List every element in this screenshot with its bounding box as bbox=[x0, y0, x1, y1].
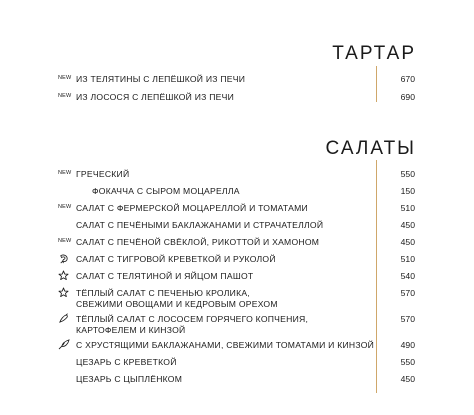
item-price: 690 bbox=[400, 92, 415, 102]
item-name: САЛАТ С ПЕЧЁНОЙ СВЁКЛОЙ, РИКОТТОЙ И ХАМОНОМ bbox=[76, 237, 320, 247]
shrimp-icon bbox=[58, 253, 76, 267]
item-price: 450 bbox=[400, 220, 415, 230]
item-name: ИЗ ЛОСОСЯ С ЛЕПЁШКОЙ ИЗ ПЕЧИ bbox=[76, 92, 235, 102]
item-price: 670 bbox=[400, 74, 415, 84]
pepper-icon bbox=[58, 313, 76, 327]
menu-item bbox=[0, 185, 474, 199]
new-badge: NEW bbox=[58, 170, 72, 176]
item-name: ФОКАЧЧА С СЫРОМ МОЦАРЕЛЛА bbox=[92, 186, 240, 196]
menu-item bbox=[0, 287, 474, 313]
item-price: 550 bbox=[400, 169, 415, 179]
menu-item bbox=[0, 253, 474, 267]
item-name: САЛАТ С ФЕРМЕРСКОЙ МОЦАРЕЛЛОЙ И ТОМАТАМИ bbox=[76, 203, 308, 213]
section-title-tartar: ТАРТАР bbox=[332, 43, 416, 64]
item-name: ИЗ ТЕЛЯТИНЫ С ЛЕПЁШКОЙ ИЗ ПЕЧИ bbox=[76, 74, 246, 84]
item-name: ТЁПЛЫЙ САЛАТ С ПЕЧЕНЬЮ КРОЛИКА, bbox=[76, 288, 250, 298]
menu-item bbox=[0, 168, 474, 182]
menu-item bbox=[0, 91, 474, 105]
item-name: САЛАТ С ТИГРОВОЙ КРЕВЕТКОЙ И РУКОЛОЙ bbox=[76, 254, 276, 264]
item-price: 510 bbox=[400, 203, 415, 213]
item-price: 540 bbox=[400, 271, 415, 281]
star-icon bbox=[58, 270, 76, 284]
menu-item bbox=[0, 339, 474, 353]
item-price: 550 bbox=[400, 357, 415, 367]
item-price: 450 bbox=[400, 374, 415, 384]
item-name: САЛАТ С ПЕЧЁНЫМИ БАКЛАЖАНАМИ И СТРАЧАТЕЛЛОЙ bbox=[76, 220, 324, 230]
leaf-icon bbox=[58, 339, 76, 353]
item-price: 570 bbox=[400, 314, 415, 324]
item-name: ЦЕЗАРЬ С КРЕВЕТКОЙ bbox=[76, 357, 177, 367]
item-price: 510 bbox=[400, 254, 415, 264]
menu-item bbox=[0, 373, 474, 387]
new-badge: NEW bbox=[58, 204, 72, 210]
new-badge: NEW bbox=[58, 93, 72, 99]
menu-item bbox=[0, 219, 474, 233]
new-badge: NEW bbox=[58, 75, 72, 81]
item-price: 450 bbox=[400, 237, 415, 247]
item-price: 570 bbox=[400, 288, 415, 298]
section-title-salads: САЛАТЫ bbox=[325, 138, 416, 159]
item-name-line2: КАРТОФЕЛЕМ И КИНЗОЙ bbox=[76, 325, 186, 335]
new-badge: NEW bbox=[58, 238, 72, 244]
item-name: ГРЕЧЕСКИЙ bbox=[76, 169, 130, 179]
menu-item bbox=[0, 356, 474, 370]
menu-item bbox=[0, 202, 474, 216]
menu-item bbox=[0, 270, 474, 284]
item-name-line2: СВЕЖИМИ ОВОЩАМИ И КЕДРОВЫМ ОРЕХОМ bbox=[76, 299, 278, 309]
menu-item bbox=[0, 313, 474, 339]
item-name: САЛАТ С ТЕЛЯТИНОЙ И ЯЙЦОМ ПАШОТ bbox=[76, 271, 254, 281]
item-price: 150 bbox=[400, 186, 415, 196]
menu-item bbox=[0, 73, 474, 87]
item-name: С ХРУСТЯЩИМИ БАКЛАЖАНАМИ, СВЕЖИМИ ТОМАТАМИ И КИНЗОЙ bbox=[76, 340, 375, 350]
item-name: ТЁПЛЫЙ САЛАТ С ЛОСОСЕМ ГОРЯЧЕГО КОПЧЕНИЯ, bbox=[76, 314, 309, 324]
item-price: 490 bbox=[400, 340, 415, 350]
item-name: ЦЕЗАРЬ С ЦЫПЛЁНКОМ bbox=[76, 374, 183, 384]
star-icon bbox=[58, 287, 76, 301]
menu-item bbox=[0, 236, 474, 250]
